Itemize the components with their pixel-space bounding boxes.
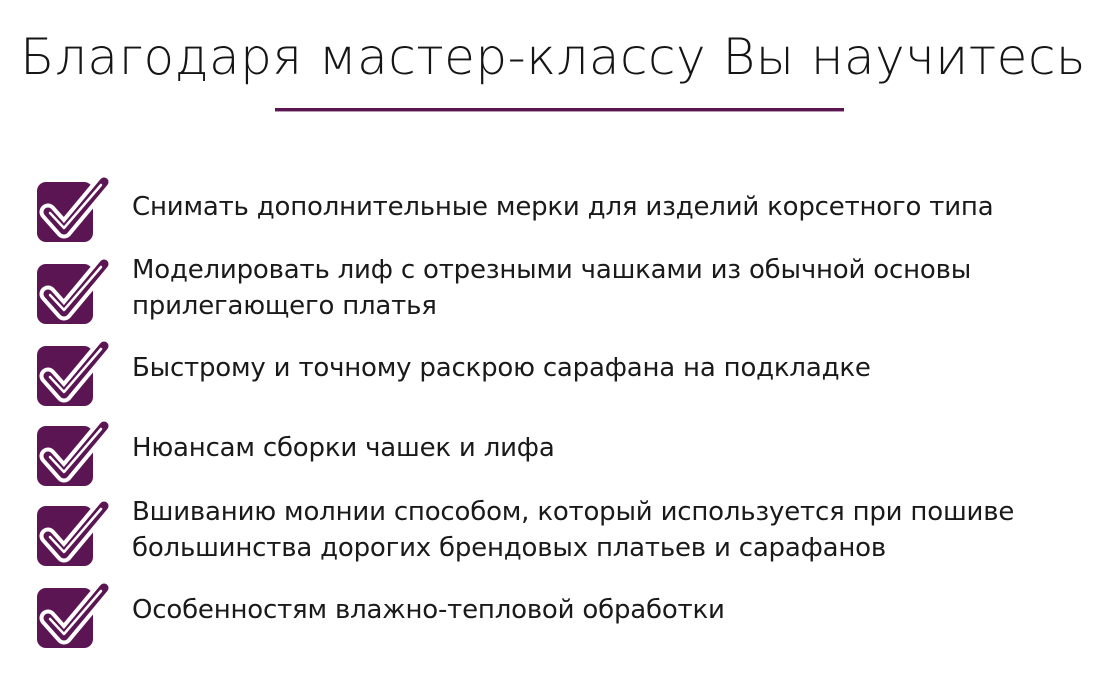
list-item-line: Нюансам сборки чашек и лифа xyxy=(132,433,555,463)
list-item-line: Особенностям влажно-тепловой обработки xyxy=(132,595,725,625)
list-item-line: Быстрому и точному раскрою сарафана на подкладке xyxy=(132,353,871,383)
title-underline xyxy=(275,108,844,112)
list-item-text xyxy=(132,592,725,628)
list-item xyxy=(34,176,1094,246)
list-item-line: Снимать дополнительные мерки для изделий корсетного типа xyxy=(132,192,994,222)
list-item-text xyxy=(132,252,971,324)
checkbox-check-icon xyxy=(34,582,110,652)
checkbox-check-icon xyxy=(34,500,110,570)
list-item-text xyxy=(132,350,871,386)
checkbox-check-icon xyxy=(34,176,110,246)
list-item xyxy=(34,255,1094,328)
list-item xyxy=(34,497,1094,570)
list-item-line: Вшиванию молнии способом, который используется при пошиве xyxy=(132,497,1015,527)
list-item-line: Моделировать лиф с отрезными чашками из обычной основы xyxy=(132,255,972,285)
checkbox-check-icon xyxy=(34,340,110,410)
list-item-text xyxy=(132,430,555,466)
list-item xyxy=(34,582,1094,652)
checkbox-check-icon xyxy=(34,420,110,490)
list-item xyxy=(34,340,1094,410)
list-item-line: прилегающего платья xyxy=(132,291,437,321)
list-item-line: большинства дорогих брендовых платьев и сарафанов xyxy=(132,533,886,563)
list-item-text xyxy=(132,494,1014,566)
list-item xyxy=(34,420,1094,490)
page-title: Благодаря мастер-классу Вы научитесь xyxy=(20,28,1086,86)
list-item-text xyxy=(132,189,993,225)
checkbox-check-icon xyxy=(34,258,110,328)
